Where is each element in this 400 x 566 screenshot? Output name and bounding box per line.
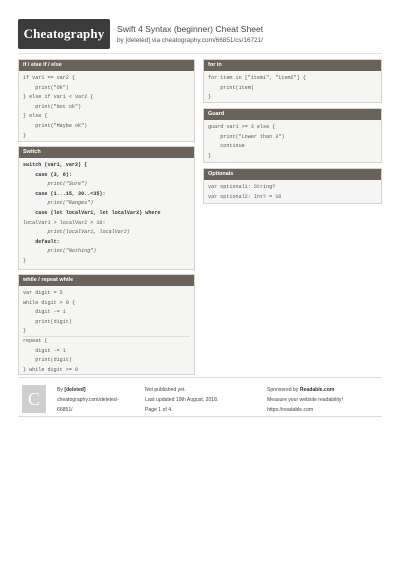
code-line: digit -= 1 — [23, 309, 66, 316]
code-line: var digit = 5 — [23, 290, 63, 296]
footer-author-url-cont[interactable]: 66851/ — [57, 407, 73, 413]
code-line: } — [23, 257, 27, 264]
code-line: digit -= 1 — [23, 347, 66, 354]
section-title: for in — [204, 60, 381, 71]
code-line: print("Ok") — [23, 84, 69, 91]
section-title: Switch — [19, 147, 194, 158]
code-line: var optional2: Int? = 10 — [208, 193, 282, 200]
section-title: if / else if / else — [19, 60, 194, 71]
code-line: var optional1: String? — [208, 184, 276, 190]
section-guard — [203, 108, 382, 163]
page-title: Swift 4 Syntax (beginner) Cheat Sheet — [117, 24, 264, 34]
by-label: by — [117, 37, 124, 44]
page-number: Page 1 of 4. — [145, 407, 173, 413]
code-line: print("Ranges") — [23, 200, 94, 207]
published-status: Not published yet. — [145, 387, 186, 393]
code-block — [19, 71, 194, 141]
sponsor-url[interactable]: https://readable.com — [267, 407, 314, 413]
code-line: } else { — [23, 113, 48, 120]
code-block — [204, 120, 381, 161]
code-line: case (let localVar1, let localVar2) where — [23, 209, 161, 216]
section-title: Guard — [204, 109, 381, 120]
sponsor-label: Sponsored by — [267, 387, 299, 393]
section-title: while / repeat while — [19, 275, 194, 286]
code-line: } — [23, 327, 190, 337]
footer-meta-column — [145, 385, 218, 415]
avatar-letter-icon: C — [27, 388, 40, 409]
footer-author-column — [57, 385, 118, 415]
code-line: case (1...15, 30..<35): — [23, 190, 106, 197]
via-label: via — [151, 37, 161, 44]
section-title: Optionals — [204, 169, 381, 180]
author-link[interactable]: [deleted] — [125, 37, 151, 44]
code-line: switch (var1, var2) { — [23, 162, 88, 168]
section-for-in — [203, 59, 382, 103]
footer-author-line — [57, 385, 118, 395]
code-line: default: — [23, 238, 60, 245]
sponsor-tagline: Measure your website readability! — [267, 397, 343, 403]
section-switch — [18, 146, 195, 270]
code-line: guard var1 >= 3 else { — [208, 124, 276, 130]
code-line: repeat { — [23, 337, 48, 344]
code-block — [204, 180, 381, 202]
logo-text: Cheatography — [23, 26, 105, 41]
code-block — [19, 286, 194, 375]
code-line: localVar1 > localVar2 > 10: — [23, 219, 106, 226]
code-line: print("Nothing") — [23, 248, 97, 255]
code-line: print(localVar1, localVar2) — [23, 229, 130, 236]
section-if-else — [18, 59, 195, 142]
code-block — [204, 71, 381, 103]
code-line: print(digit) — [23, 357, 72, 364]
code-line: for item in ["item1", "item2"] { — [208, 75, 306, 81]
footer-sponsor-column — [267, 385, 343, 415]
last-updated: Last updated 19th August, 2018. — [145, 397, 219, 403]
code-line: while digit > 0 { — [23, 299, 75, 306]
code-line: print("Sure") — [23, 181, 88, 188]
code-line: print(digit) — [23, 318, 72, 325]
code-line: } — [208, 94, 212, 101]
code-line: continue — [208, 143, 245, 150]
sponsor-link[interactable]: Readable.com — [299, 387, 335, 393]
header-divider — [18, 53, 382, 54]
code-line: print("Maybe ok") — [23, 122, 88, 129]
code-line: print("Lower than 3") — [208, 133, 285, 140]
page-footer — [18, 377, 382, 417]
code-line: } — [208, 152, 212, 159]
sponsor-line — [267, 385, 343, 395]
code-line: case (3, 8): — [23, 171, 72, 178]
code-block — [19, 158, 194, 267]
section-optionals — [203, 168, 382, 204]
code-line: } while digit >= 0 — [23, 366, 79, 373]
page-subtitle — [117, 37, 263, 44]
code-line: } — [23, 132, 27, 139]
code-line: } else if var1 < var2 { — [23, 94, 94, 101]
footer-author-link[interactable]: [deleted] — [64, 387, 86, 393]
footer-author-url[interactable]: cheatography.com/deleted- — [57, 397, 119, 403]
section-while — [18, 274, 195, 375]
cheatography-logo[interactable] — [18, 19, 110, 49]
code-line: print(item) — [208, 84, 254, 91]
author-avatar[interactable] — [22, 385, 46, 413]
code-line: if var1 == var2 { — [23, 75, 75, 81]
footer-by-label: By — [57, 387, 63, 393]
sheet-url-link[interactable]: cheatography.com/66851/cs/16721/ — [161, 37, 263, 44]
code-line: print("Not ok") — [23, 103, 82, 110]
